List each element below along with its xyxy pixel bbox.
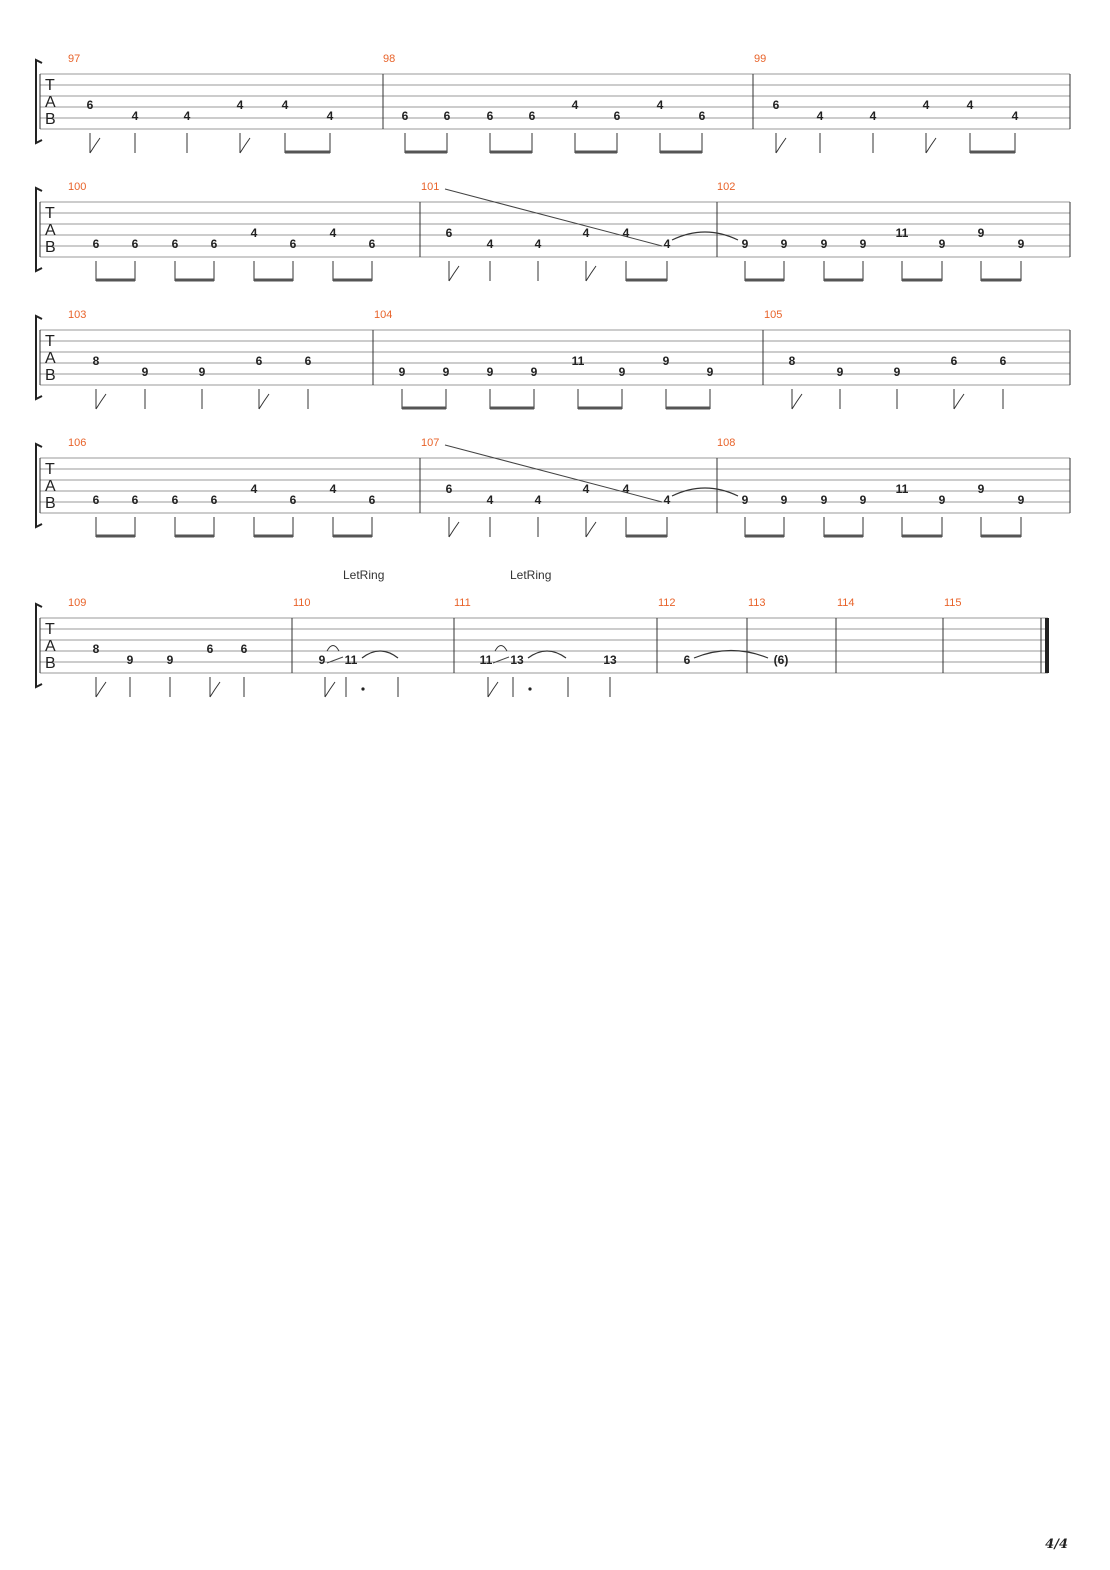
fret-number: 6: [210, 493, 218, 507]
fret-number: 6: [92, 237, 100, 251]
fret-number: 9: [938, 237, 946, 251]
note-stems: [745, 261, 1021, 281]
measure-number: 102: [717, 181, 736, 193]
fret-number: 9: [141, 365, 149, 379]
tab-clef-b: B: [45, 239, 56, 256]
fret-number: 6: [443, 109, 451, 123]
system-bracket: [36, 316, 42, 399]
fret-number: 13: [510, 653, 524, 667]
dot: [528, 687, 531, 690]
fret-number: 4: [534, 493, 542, 507]
fret-number: 6: [698, 109, 706, 123]
fret-number: 9: [706, 365, 714, 379]
note-stems: [449, 517, 667, 537]
fret-number: 11: [571, 354, 585, 368]
fret-number: 6: [86, 98, 94, 112]
tab-clef-t: T: [45, 333, 55, 350]
fret-number: 4: [329, 226, 337, 240]
fret-number: 4: [250, 482, 258, 496]
measure-number: 110: [293, 597, 311, 609]
note-stems: [325, 677, 398, 697]
fret-number: (6): [773, 653, 789, 667]
bar-lines: [40, 74, 1070, 129]
tab-system-3: [36, 309, 1070, 409]
tab-clef-b: B: [45, 367, 56, 384]
fret-number: 6: [999, 354, 1007, 368]
fret-number: 8: [788, 354, 796, 368]
fret-number: 9: [166, 653, 174, 667]
fret-number: 6: [368, 493, 376, 507]
measure-number: 98: [383, 53, 396, 65]
tie-arc: [694, 651, 768, 659]
measure-number: 113: [748, 597, 766, 609]
note-stems: [488, 677, 610, 697]
fret-number: 9: [741, 237, 749, 251]
tab-system-5: [36, 568, 1049, 697]
system-bracket: [36, 604, 42, 687]
note-stems: [96, 389, 308, 409]
measure-number: 115: [944, 597, 962, 609]
fret-number: 4: [329, 482, 337, 496]
tab-clef-a: A: [45, 350, 56, 367]
fret-number: 6: [171, 237, 179, 251]
system-bracket: [36, 188, 42, 271]
fret-number: 6: [445, 226, 453, 240]
note-stems: [402, 389, 710, 409]
fret-number: 9: [938, 493, 946, 507]
bar-lines: [40, 618, 1041, 673]
fret-number: 4: [622, 226, 630, 240]
tab-system-1: [36, 53, 1070, 153]
measure-number: 99: [754, 53, 767, 65]
note-stems: [96, 517, 372, 537]
fret-number: 4: [326, 109, 334, 123]
fret-number: 4: [582, 482, 590, 496]
fret-number: 11: [344, 653, 358, 667]
fret-number: 8: [92, 642, 100, 656]
fret-number: 6: [445, 482, 453, 496]
tab-clef-b: B: [45, 495, 56, 512]
slide-line: [445, 445, 662, 502]
slide-line: [445, 189, 662, 246]
note-stems: [96, 677, 244, 697]
fret-number: 4: [183, 109, 191, 123]
tab-clef-t: T: [45, 205, 55, 222]
fret-number: 4: [534, 237, 542, 251]
tie-arc: [672, 232, 738, 240]
let-ring-annotation: LetRing: [510, 568, 552, 582]
fret-number: 6: [486, 109, 494, 123]
tab-clef-b: B: [45, 655, 56, 672]
hammer-on-arc: [327, 646, 339, 652]
fret-number: 11: [479, 653, 493, 667]
fret-number: 6: [683, 653, 691, 667]
measure-number: 107: [421, 437, 440, 449]
fret-number: 8: [92, 354, 100, 368]
fret-number: 4: [1011, 109, 1019, 123]
note-stems: [745, 517, 1021, 537]
system-bracket: [36, 60, 42, 143]
page-number: 4/4: [1045, 1537, 1068, 1552]
note-stems: [792, 389, 1003, 409]
fret-number: 4: [622, 482, 630, 496]
fret-number: 9: [780, 237, 788, 251]
fret-number: 9: [126, 653, 134, 667]
staff-lines: [40, 330, 1070, 385]
fret-number: 6: [131, 493, 139, 507]
tab-clef-a: A: [45, 478, 56, 495]
staff-lines: [40, 74, 1070, 129]
tab-clef-b: B: [45, 111, 56, 128]
let-ring-annotation: LetRing: [343, 568, 385, 582]
fret-number: 4: [281, 98, 289, 112]
tie-arc: [672, 488, 738, 496]
measure-number: 111: [454, 597, 471, 609]
fret-number: 4: [656, 98, 664, 112]
measure-number: 114: [837, 597, 855, 609]
fret-number: 6: [131, 237, 139, 251]
fret-number: 6: [92, 493, 100, 507]
fret-number: 11: [895, 482, 909, 496]
tie-arc: [362, 651, 398, 658]
fret-number: 9: [318, 653, 326, 667]
fret-number: 9: [977, 482, 985, 496]
note-stems: [405, 133, 702, 153]
tie-arc: [528, 651, 566, 658]
measure-number: 106: [68, 437, 87, 449]
fret-number: 9: [618, 365, 626, 379]
staff-lines: [40, 618, 1048, 673]
fret-number: 6: [171, 493, 179, 507]
fret-number: 6: [950, 354, 958, 368]
fret-number: 9: [836, 365, 844, 379]
fret-number: 9: [662, 354, 670, 368]
fret-number: 6: [206, 642, 214, 656]
measure-number: 105: [764, 309, 783, 321]
fret-number: 6: [289, 237, 297, 251]
measure-number: 109: [68, 597, 87, 609]
fret-number: 9: [741, 493, 749, 507]
note-stems: [90, 133, 330, 153]
measure-number: 112: [658, 597, 676, 609]
measure-number: 103: [68, 309, 87, 321]
measure-number: 101: [421, 181, 440, 193]
fret-number: 6: [255, 354, 263, 368]
hammer-on-arc: [495, 646, 507, 652]
fret-number: 4: [922, 98, 930, 112]
fret-number: 9: [977, 226, 985, 240]
fret-number: 6: [240, 642, 248, 656]
fret-number: 6: [289, 493, 297, 507]
note-stems: [96, 261, 372, 281]
fret-number: 9: [780, 493, 788, 507]
fret-number: 4: [571, 98, 579, 112]
dot: [361, 687, 364, 690]
fret-number: 9: [398, 365, 406, 379]
fret-number: 9: [1017, 237, 1025, 251]
fret-number: 4: [663, 493, 671, 507]
note-stems: [776, 133, 1015, 153]
tab-clef-t: T: [45, 621, 55, 638]
fret-number: 4: [663, 237, 671, 251]
note-stems: [449, 261, 667, 281]
fret-number: 6: [401, 109, 409, 123]
fret-number: 4: [966, 98, 974, 112]
bar-lines: [40, 458, 1070, 513]
fret-number: 6: [613, 109, 621, 123]
fret-number: 11: [895, 226, 909, 240]
fret-number: 13: [603, 653, 617, 667]
tab-clef-a: A: [45, 94, 56, 111]
fret-number: 9: [530, 365, 538, 379]
fret-number: 4: [869, 109, 877, 123]
tab-clef-a: A: [45, 222, 56, 239]
fret-number: 4: [131, 109, 139, 123]
fret-number: 6: [528, 109, 536, 123]
tab-clef-t: T: [45, 77, 55, 94]
fret-number: 4: [250, 226, 258, 240]
fret-number: 4: [486, 237, 494, 251]
measure-number: 97: [68, 53, 81, 65]
staff-lines: [40, 202, 1070, 257]
bar-lines: [40, 330, 1070, 385]
fret-number: 9: [859, 493, 867, 507]
final-barline: [1045, 618, 1049, 673]
fret-number: 9: [820, 237, 828, 251]
fret-number: 4: [236, 98, 244, 112]
fret-number: 9: [859, 237, 867, 251]
fret-number: 4: [816, 109, 824, 123]
fret-number: 9: [486, 365, 494, 379]
fret-number: 9: [1017, 493, 1025, 507]
fret-number: 9: [893, 365, 901, 379]
staff-lines: [40, 458, 1070, 513]
fret-number: 9: [442, 365, 450, 379]
fret-number: 9: [820, 493, 828, 507]
tab-clef-a: A: [45, 638, 56, 655]
fret-number: 6: [304, 354, 312, 368]
system-bracket: [36, 444, 42, 527]
fret-number: 4: [582, 226, 590, 240]
fret-number: 6: [772, 98, 780, 112]
measure-number: 108: [717, 437, 736, 449]
tab-clef-t: T: [45, 461, 55, 478]
fret-number: 4: [486, 493, 494, 507]
bar-lines: [40, 202, 1070, 257]
measure-number: 100: [68, 181, 87, 193]
measure-number: 104: [374, 309, 393, 321]
tab-system-4: [36, 437, 1070, 537]
fret-number: 9: [198, 365, 206, 379]
tab-system-2: [36, 181, 1070, 281]
fret-number: 6: [210, 237, 218, 251]
fret-number: 6: [368, 237, 376, 251]
